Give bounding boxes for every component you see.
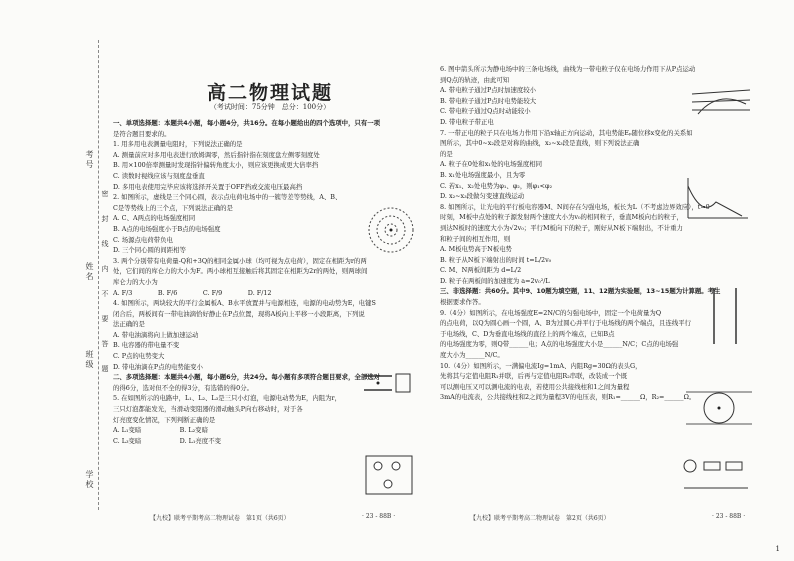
field-lines-figure xyxy=(688,84,754,120)
text-line: C. M、N两板间距为 d=L/2 xyxy=(440,266,522,275)
text-line: C. 场源点电荷带负电 xyxy=(113,235,173,244)
capacitor-figure xyxy=(352,368,414,398)
text-line: A. 粒子在0处和x₁处的电场强度相同 xyxy=(440,160,542,169)
footer-right: 【九校】联考平期考高二物理试卷 第2页（共6页） xyxy=(470,515,610,522)
text-line: 的是 xyxy=(440,149,453,158)
text-line: A. 带电粒子通过P点时加速度较小 xyxy=(440,86,537,95)
text-line: 6. 图中箭头所示为静电场中的三条电场线，曲线为一带电粒子仅在电场力作用下从P点运动 xyxy=(440,65,696,73)
ammeter-circuit-figure xyxy=(678,452,754,498)
text-line: 8. 如图所示，让光电的平行板电容器M、N间存在匀强电场，板长为L（不考虑边界效应），t=0 xyxy=(440,202,710,211)
potential-energy-graph xyxy=(682,174,752,222)
text-line: B. A点的电场强度小于B点的电场强度 xyxy=(113,224,221,233)
text-line: 9.（4分）如图所示，在电场强度E=2N/C的匀强电场中，固定一个电荷量为Q xyxy=(440,308,662,317)
text-line: D. 粒子在两板间的加速度为 a=2v₀²/L xyxy=(440,276,550,285)
text-line: 的电场强度为零，则Q带______电；A点的电场强度大小是______N/C；C点的电场强 xyxy=(440,340,679,349)
footer-left-code: · 23 - 88B · xyxy=(362,513,396,520)
text-line: 于电场线，C、D为垂直电场线的直径上的两个端点，已知B点 xyxy=(440,329,615,338)
text-line: A. 带电油滴将向上做加速运动 xyxy=(113,330,199,339)
text-line: 可以测电压又可以测电流的电表，若使用公共接线柱和1之间为量程 xyxy=(440,382,630,391)
text-line: C. 带电粒子通过Q点时动能较小 xyxy=(440,107,531,116)
text-line: D. 带电油滴在P点的电势能变小 xyxy=(113,362,203,371)
charge-circle-figure xyxy=(684,384,754,432)
school-label: 学校 xyxy=(85,470,94,490)
text-line: C. P点的电势变大 xyxy=(113,352,165,361)
text-line: B. x₁处电场强度最小，且为零 xyxy=(440,170,526,179)
plates-figure xyxy=(704,284,748,348)
page-number: 1 xyxy=(775,545,780,553)
text-line: A. 测量前应对多用电表进行欧姆调零，然后指针指在刻度盘左侧零刻度处 xyxy=(113,150,320,159)
text-line: 4. 如图所示，两块较大的平行金属板A、B水平放置并与电源相连，电源的电动势为E，电键S xyxy=(113,299,376,308)
text-line: B. 带电粒子通过P点时电势能较大 xyxy=(440,96,537,105)
text-line: 一、单项选择题：本题共4小题，每小题4分，共16分。在每小题给出的四个选项中，只有一项 xyxy=(113,119,381,127)
text-line: A. C、A两点的电场强度相同 xyxy=(113,214,196,223)
footer-left: 【九校】联考平期考高二物理试卷 第1页（共6页） xyxy=(150,515,290,522)
text-line: D. 带电粒子带正电 xyxy=(440,117,494,126)
text-line: D. 多用电表使用完毕应该将选择开关置于OFF挡或交流电压最高挡 xyxy=(113,182,303,191)
seal-note: 密封线内不要答题 xyxy=(101,190,109,390)
text-line: 法正确的是 xyxy=(113,320,145,329)
class-label: 班级 xyxy=(85,350,94,370)
text-line: D. 三个同心圆的间距相等 xyxy=(113,246,186,255)
text-line: 时刻，M板中点处的粒子源发射两个速度大小为v₀的相同粒子，垂直M板向右的粒子， xyxy=(440,213,683,222)
exam-title: 高二物理试题 xyxy=(206,82,333,104)
text-line: 图所示，其中0~x₂段是对称的曲线，x₂~x₃段是直线，则下列说法正确 xyxy=(440,139,640,148)
text-line: 到Q点的轨迹，由此可知 xyxy=(440,75,510,84)
concentric-circles-figure xyxy=(365,205,417,255)
text-line: B. 电容器的带电量不变 xyxy=(113,341,180,350)
text-line: 3mA的电流表，公共接线柱和2之间为量程3V的电压表，则R₁=______Ω，R₂=______Ω。 xyxy=(440,393,696,402)
text-line: 是符合题目要求的。 xyxy=(113,129,171,138)
seal-line xyxy=(98,40,99,510)
exam-subtitle: （考试时间：75分钟 总分：100分） xyxy=(209,103,331,111)
text-line: 二、多项选择题：本题共4小题，每小题6分，共24分。每小题有多项符合题目要求，全部选对 xyxy=(113,373,381,382)
text-line: A. M板电势高于N板电势 xyxy=(440,245,512,254)
text-line: 灯亮度变化情况，下列判断正确的是 xyxy=(113,415,216,424)
name-label: 姓名 xyxy=(85,262,94,282)
text-line: A. F/3 B. F/6 C. F/9 D. F/12 xyxy=(113,288,272,297)
text-line: 3. 两个分别带有电荷量-Q和+3Q的相同金属小球（均可视为点电荷），固定在相距为r的两 xyxy=(113,256,367,265)
text-line: 库仑力的大小为 xyxy=(113,277,158,286)
binding-margin xyxy=(0,0,112,561)
text-line: 处，它们间的库仑力的大小为F。两小球相互接触后将其固定在相距为2r的两处，则两球间 xyxy=(113,267,368,276)
text-line: 三只灯泡都能发光，当滑动变阻器的滑动触头P向右移动时，对于各 xyxy=(113,405,303,414)
text-line: 和粒子间的相互作用，则 xyxy=(440,234,511,243)
text-line: C. L₃变暗 D. L₁亮度不变 xyxy=(113,436,221,445)
text-line: 7. 一带正电的粒子只在电场力作用下沿x轴正方向运动，其电势能Eₚ随位移x变化的关系如 xyxy=(440,128,693,137)
text-line: C. 若x₁、x₂处电势为φ₁、φ₂，则φ₁<φ₂ xyxy=(440,181,553,190)
text-line: B. 粒子从N板下端射出的时间 t=L/2v₀ xyxy=(440,255,552,264)
text-line: 5. 在如图所示的电路中，L₁、L₂、L₃是三只小灯泡，电源电动势为E，内阻为r， xyxy=(113,394,341,403)
text-line: D. x₂~x₃段做匀变速直线运动 xyxy=(440,192,525,201)
footer-right-code: · 23 - 88B · xyxy=(712,513,746,520)
text-line: 闭合后，两板间有一带电油滴恰好静止在P点位置，现将A板向上平移一小段距离，下列说 xyxy=(113,309,365,318)
text-line: 10.（4分）如图所示，一满偏电流Ig=1mA、内阻Rg=30Ω的表头G， xyxy=(440,361,642,370)
text-line: 根据要求作答。 xyxy=(440,298,485,307)
text-line: 先将其与定值电阻R₁并联，后再与定值电阻R₂串联，改装成一个既 xyxy=(440,372,628,381)
text-line: 1. 用多用电表测量电阻时，下列说法正确的是 xyxy=(113,140,243,149)
text-line: B. 用×100倍率测量时发现指针偏转角度太小，则应该更换成更大倍率挡 xyxy=(113,161,319,170)
text-line: 2. 如图所示，虚线是三个同心圆，表示点电荷电场中的一簇等差等势线，A、B、 xyxy=(113,193,342,202)
text-line: 三、非选择题：共60分。其中9、10题为填空题，11、12题为实验题，13~15题为计算题。考生 xyxy=(440,287,721,296)
lamp-circuit-figure xyxy=(362,452,417,498)
exam-no-label: 考号 xyxy=(85,150,94,170)
text-line: 的得6分，选对但不全的得3分，有选错的得0分。 xyxy=(113,383,254,392)
text-line: 度大小为______N/C。 xyxy=(440,351,504,360)
text-line: 的点电荷，以Q为圆心画一个圆，A、B为过圆心并平行于电场线的两个端点，且连线平行 xyxy=(440,319,692,328)
text-line: C. 读数时视线应该与刻度盘垂直 xyxy=(113,171,205,180)
text-line: 到达N板时的速度大小为√2v₀；平行M板向下的粒子，刚好从N板下端射出，不计重力 xyxy=(440,223,683,232)
text-line: A. L₁变暗 B. L₂变暗 xyxy=(113,426,208,435)
text-line: C是等势线上的三个点，下列说法正确的是 xyxy=(113,203,233,212)
